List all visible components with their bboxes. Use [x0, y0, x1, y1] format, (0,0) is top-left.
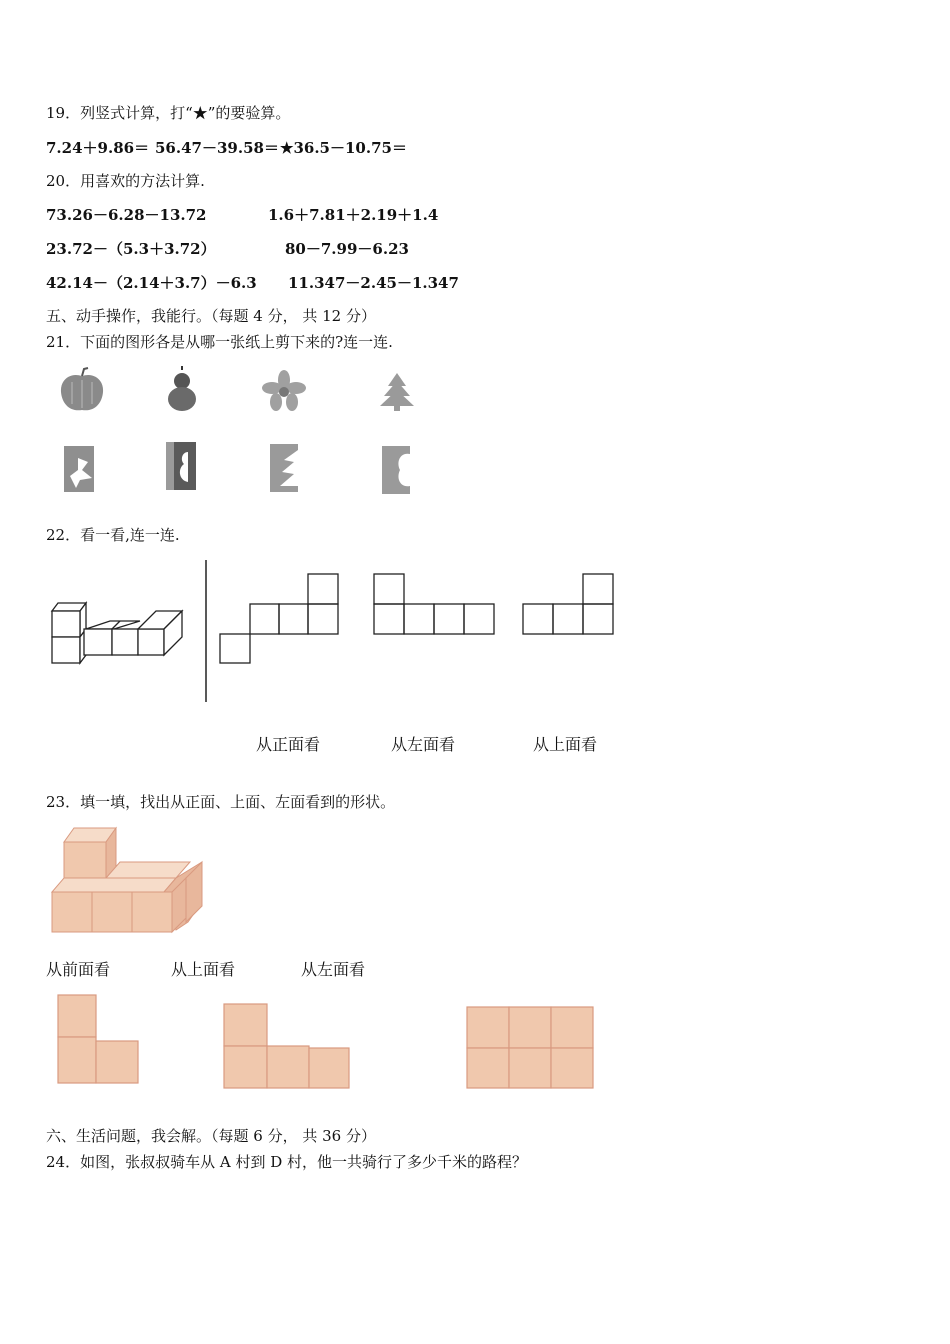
q23-label-front: 从前面看 — [46, 960, 111, 979]
section-6-heading: 六、生活问题，我会解。（每题 6 分， 共 36 分） — [46, 1127, 376, 1145]
section-5-heading: 五、动手操作，我能行。（每题 4 分， 共 12 分） — [46, 307, 376, 325]
q24-title: 24．如图，张叔叔骑车从 A 村到 D 村，他一共骑行了多少千米的路程？ — [46, 1153, 528, 1171]
q23-title: 23．填一填，找出从正面、上面、左面看到的形状。 — [46, 793, 396, 811]
q20-title: 20．用喜欢的方法计算. — [46, 172, 205, 190]
paper-sheet-3 — [270, 444, 298, 492]
cube-stack-drawing — [52, 603, 182, 663]
q22-label-front: 从正面看 — [256, 735, 321, 754]
q20-expr-2b: 80－7.99－6.23 — [285, 240, 409, 258]
q23-view-front — [58, 995, 138, 1083]
q19-expr-1: 7.24＋9.86＝ — [46, 139, 150, 157]
view-shape-2 — [374, 574, 494, 634]
paper-sheet-2 — [166, 442, 196, 490]
q21-title: 21．下面的图形各是从哪一张纸上剪下来的?连一连. — [46, 333, 393, 351]
q20-expr-2a: 23.72－（5.3＋3.72） — [46, 240, 216, 258]
q20-expr-1a: 73.26－6.28－13.72 — [46, 206, 207, 224]
tree-cutout-icon — [380, 373, 414, 411]
q23-label-left: 从左面看 — [301, 960, 366, 979]
q23-label-top: 从上面看 — [171, 960, 236, 979]
q20-expr-3a: 42.14－（2.14＋3.7）－6.3 — [46, 274, 257, 292]
q22-title: 22．看一看,连一连. — [46, 526, 180, 544]
colored-cube-stack — [52, 828, 202, 932]
q22-label-left: 从左面看 — [391, 735, 456, 754]
flower-cutout-icon — [262, 370, 306, 411]
q19-expr-2: 56.47－39.58＝ — [155, 139, 279, 157]
q23-view-top — [224, 1004, 349, 1088]
q20-expr-3b: 11.347－2.45－1.347 — [288, 274, 459, 292]
view-shape-3 — [523, 574, 613, 634]
q23-view-left — [467, 1007, 593, 1088]
view-shape-1 — [220, 574, 338, 663]
q22-label-top: 从上面看 — [533, 735, 598, 754]
apple-cutout-icon — [61, 368, 103, 410]
q19-expr-3: ★36.5－10.75＝ — [280, 139, 407, 157]
paper-sheet-4 — [382, 446, 410, 494]
q19-title: 19．列竖式计算，打“★”的要验算。 — [46, 104, 291, 122]
gourd-cutout-icon — [168, 366, 196, 411]
q20-expr-1b: 1.6＋7.81＋2.19＋1.4 — [268, 206, 439, 224]
paper-sheet-1 — [64, 446, 94, 492]
